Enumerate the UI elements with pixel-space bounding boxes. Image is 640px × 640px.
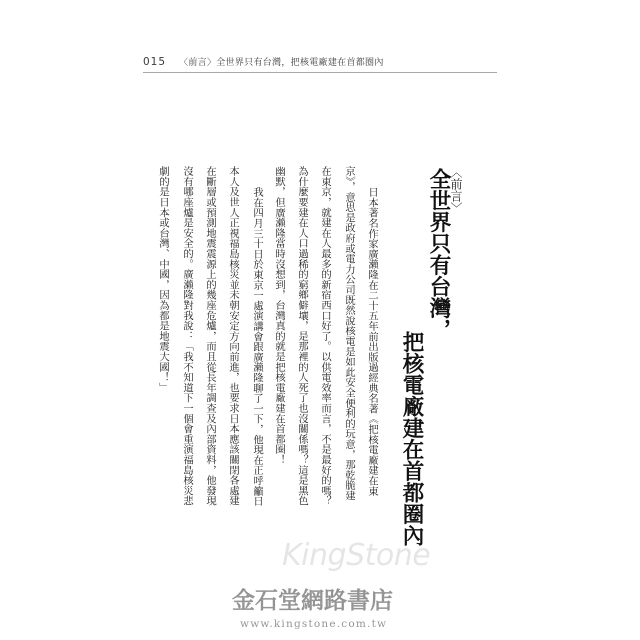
watermark-logo-latin: KingStone [282, 538, 431, 573]
running-title: 〈前言〉全世界只有台灣，把核電廠建在首都圈內 [179, 58, 384, 68]
running-header [143, 55, 384, 69]
watermark-logo-cjk: 金石堂網路書店 [232, 587, 393, 614]
chapter-label: 〈前言〉 [449, 166, 463, 214]
body-column: 日本著名作家廣瀨隆在二十五年前出版過經典名著《把核電廠建在東 [366, 186, 378, 496]
chapter-title-line-1: 全世界只有台灣， [426, 168, 451, 340]
body-column: 為什麼要建在人口過稀的窮鄉僻壤，是那裡的人死了也沒關係嗎？這是黑色 [296, 166, 308, 506]
body-column: 在斷層或預測地震震源上的幾座危爐，而且從長年調查及內部資料，他發現 [204, 166, 216, 506]
body-column: 沒有哪座爐是安全的。廣瀨隆對我說：「我不知道下一個會重演福島核災悲 [181, 166, 193, 506]
page-number: 015 [143, 56, 167, 68]
body-column: 我在四月三十日於東京一處演講會跟廣瀨隆聊了一下，他現在正呼籲日 [251, 186, 263, 506]
chapter-title-line-2: 把核電廠建在首都圈內 [399, 331, 424, 546]
header-divider [143, 72, 497, 73]
body-column: 本人及世人正視福島核災並未朝安定方向前進，也要求日本應該關閉各處建 [227, 166, 239, 506]
watermark-url: www.kingstone.com.tw [240, 618, 388, 630]
body-column: 劇的是日本或台灣、中國，因為都是地震大國！」 [157, 166, 169, 393]
body-column: 幽默，但廣瀨隆當時沒想到，台灣真的就是把核電廠建在首都圈！ [273, 166, 285, 465]
body-column: 在東京，就建在人最多的新宿西口好了。以供電效率而言，不是最好的嗎？ [319, 166, 331, 506]
body-column: 京》，意思是政府或電力公司既然說核電是如此安全便利的玩意，那乾脆建 [343, 166, 355, 501]
